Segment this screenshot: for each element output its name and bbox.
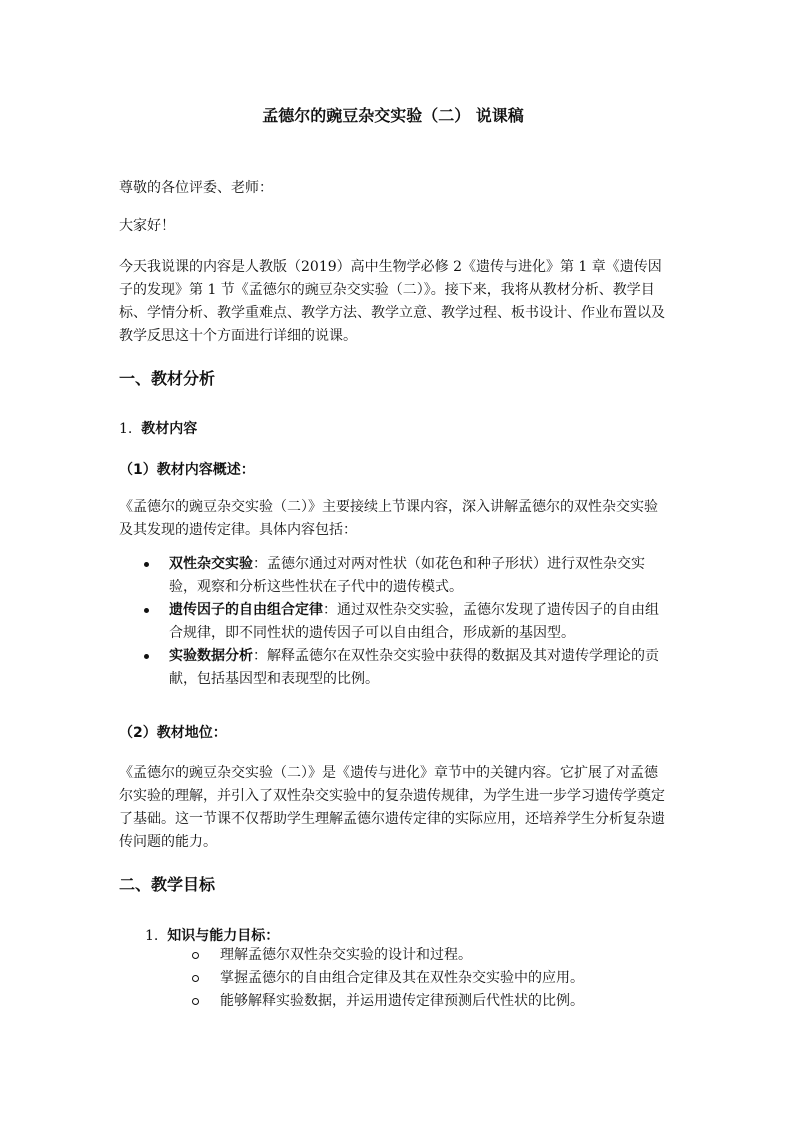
goal-label: 知识与能力目标： — [167, 928, 280, 944]
bullet-text: ：通过双性杂交实验，孟德尔发现了遗传因子的自由组合规律，即不同性状的遗传因子可以自由组合，形成新的基因型。 — [169, 602, 659, 641]
list-item — [119, 645, 667, 691]
textbook-position-heading: （2）教材地位： — [119, 725, 227, 741]
intro-paragraph: 今天我说课的内容是人教版（2019）高中生物学必修 2《遗传与进化》第 1 章《遗传因子的发现》第 1 节《孟德尔的豌豆杂交实验（二）》。接下来，我将从教材分析、教学目标、学情分析、教学重难点、教学方法、教学立意、教学过程、板书设计、作业布置以及教学反思这十个方面进行详细的说课。 — [119, 259, 665, 344]
circle-bullet-icon — [192, 975, 199, 982]
greeting: 尊敬的各位评委、老师： — [119, 180, 273, 196]
bullet-dot-icon — [144, 608, 149, 613]
subheading-textbook-content — [119, 418, 197, 440]
content-overview-paragraph: 《孟德尔的豌豆杂交实验（二）》主要接续上节课内容，深入讲解孟德尔的双性杂交实验及其发现的遗传定律。具体内容包括： — [119, 499, 658, 538]
goal-item-text: 理解孟德尔双性杂交实验的设计和过程。 — [220, 947, 472, 963]
document-title: 孟德尔的豌豆杂交实验（二） 说课稿 — [262, 106, 524, 125]
list-item — [119, 553, 667, 599]
subheading-label: 教材内容 — [141, 421, 198, 437]
circle-bullet-icon — [192, 952, 199, 959]
bullet-text: ：解释孟德尔在双性杂交实验中获得的数据及其对遗传学理论的贡献，包括基因型和表现型的比例。 — [169, 648, 659, 687]
bullet-text: ：孟德尔通过对两对性状（如花色和种子形状）进行双性杂交实验，观察和分析这些性状在子代中的遗传模式。 — [169, 556, 645, 595]
goal-number: 1. — [145, 928, 159, 944]
content-bullet-list — [119, 553, 667, 691]
list-item — [192, 967, 584, 990]
list-item — [192, 990, 584, 1013]
bullet-dot-icon — [144, 654, 149, 659]
bullet-dot-icon — [144, 562, 149, 567]
bullet-term: 双性杂交实验 — [169, 556, 253, 572]
subheading-number: 1. — [119, 421, 133, 437]
hello: 大家好！ — [119, 218, 175, 234]
textbook-position-paragraph: 《孟德尔的豌豆杂交实验（二）》是《遗传与进化》章节中的关键内容。它扩展了对孟德尔实验的理解，并引入了双性杂交实验中的复杂遗传规律，为学生进一步学习遗传学奠定了基础。这一节课不仅帮助学生理解孟德尔遗传定律的实际应用，还培养学生分析复杂遗传问题的能力。 — [119, 765, 665, 850]
section-heading-teaching-goals: 二、教学目标 — [119, 875, 216, 894]
bullet-term: 遗传因子的自由组合定律 — [169, 602, 323, 618]
goal-item-text: 掌握孟德尔的自由组合定律及其在双性杂交实验中的应用。 — [220, 970, 584, 986]
circle-bullet-icon — [192, 998, 199, 1005]
bullet-term: 实验数据分析 — [169, 648, 253, 664]
goal-sub-list — [192, 944, 584, 1013]
goal-item-text: 能够解释实验数据，并运用遗传定律预测后代性状的比例。 — [220, 993, 584, 1009]
content-overview-heading: （1）教材内容概述： — [119, 462, 255, 478]
section-heading-textbook-analysis: 一、教材分析 — [119, 369, 216, 388]
list-item — [119, 599, 667, 645]
list-item — [192, 944, 584, 967]
